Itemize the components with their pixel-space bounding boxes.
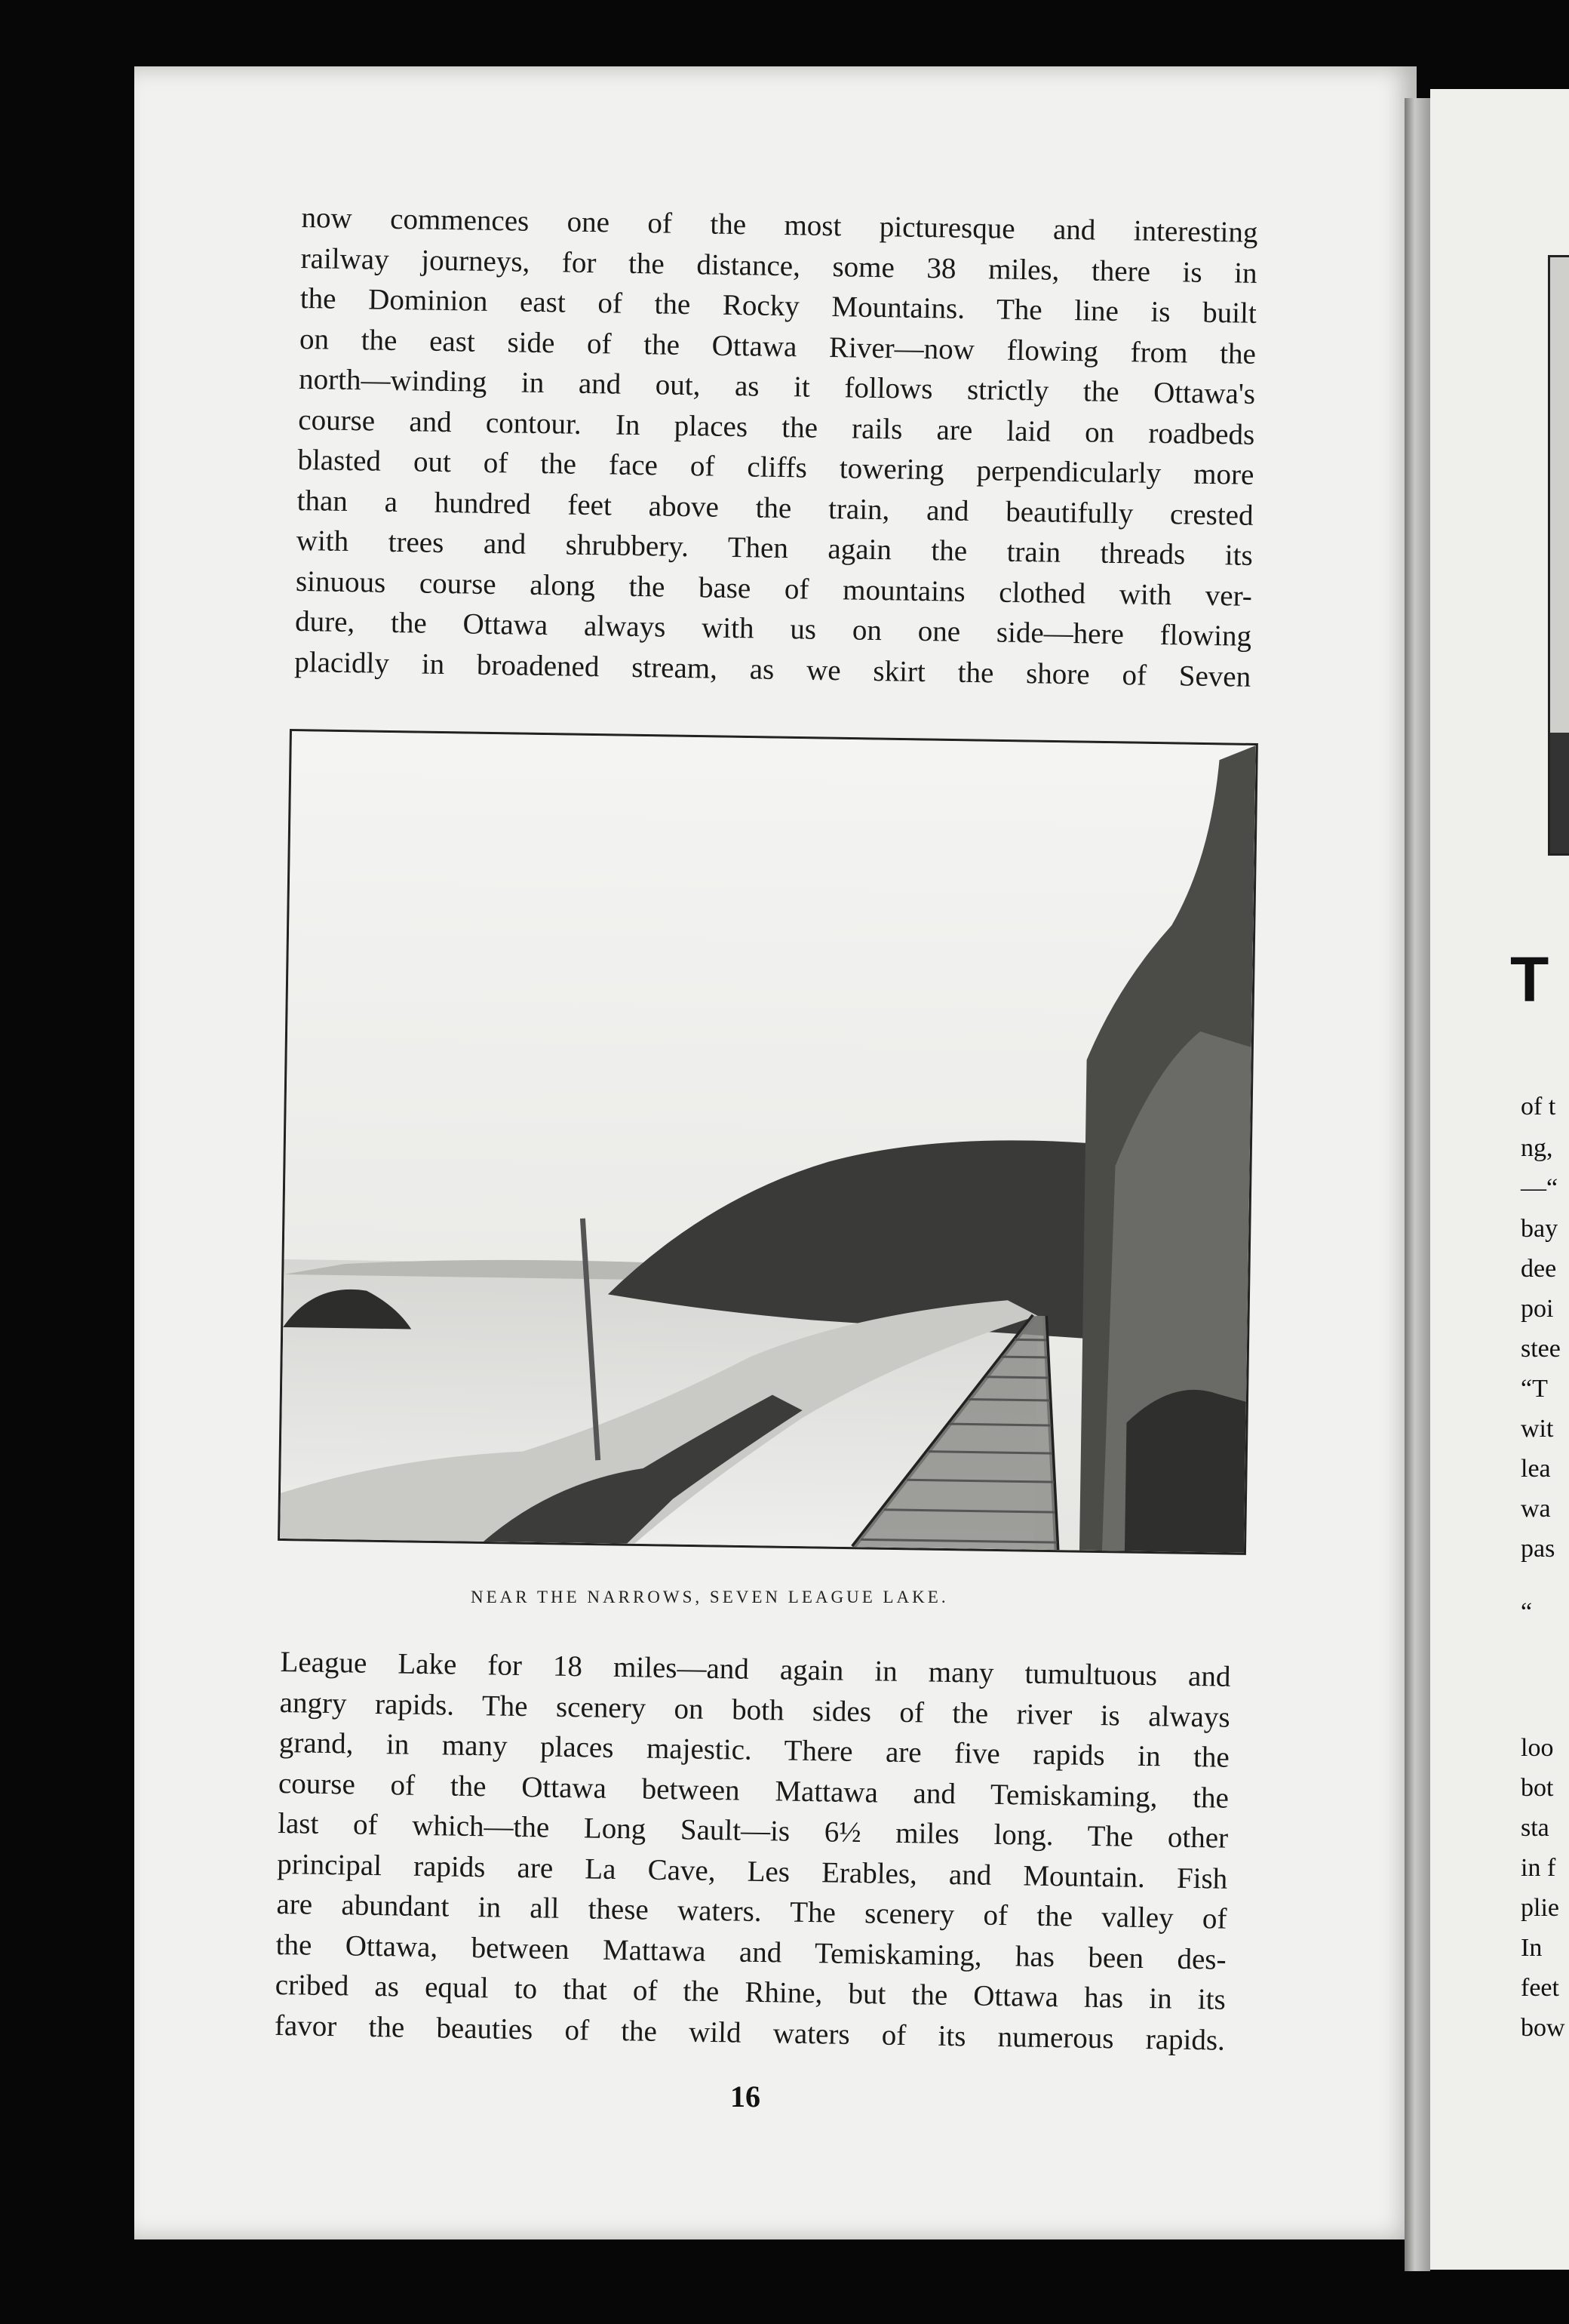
text-line: League Lake for 18 miles—and again in many tumultuous and: [280, 1645, 1231, 1693]
right-page-text-fragment: wit: [1521, 1415, 1554, 1443]
right-page-text-fragment: loo: [1521, 1734, 1554, 1762]
right-page-text-fragment: of t: [1521, 1093, 1556, 1120]
right-page-text-fragment: sta: [1521, 1814, 1549, 1842]
text-line: course and contour. In places the rails are laid on roadbeds: [298, 403, 1255, 451]
right-page-text-fragment: —“: [1521, 1174, 1558, 1202]
text-line: cribed as equal to that of the Rhine, but the Ottawa has in its: [275, 1968, 1227, 2016]
text-line: on the east side of the Ottawa River—now flowing from the: [299, 322, 1257, 370]
text-line: placidly in broadened stream, as we skirt the shore of Seven: [294, 645, 1251, 693]
text-line: railway journeys, for the distance, some 38 miles, there is in: [300, 241, 1257, 290]
text-line: the Ottawa, between Mattawa and Temiskaming, has been des-: [275, 1928, 1227, 1976]
text-line: now commences one of the most picturesque and interesting: [301, 201, 1258, 249]
page-number: 16: [730, 2080, 760, 2113]
right-page-heading-fragment: T: [1510, 944, 1549, 1015]
text-line: angry rapids. The scenery on both sides of the river is always: [279, 1686, 1230, 1734]
right-page-text-fragment: stee: [1521, 1335, 1561, 1363]
right-page-text-fragment: bow: [1521, 2014, 1565, 2042]
paragraph-2: [275, 1642, 1231, 2061]
right-page-text-fragment: bay: [1521, 1215, 1558, 1243]
book-spine: [1405, 98, 1430, 2271]
text-line: north—winding in and out, as it follows strictly the Ottawa's: [298, 362, 1256, 410]
railway-lake-photo: [280, 731, 1256, 1553]
text-line: are abundant in all these waters. The scenery of the valley of: [276, 1887, 1227, 1935]
right-page-text-fragment: plie: [1521, 1894, 1559, 1922]
text-line: last of which—the Long Sault—is 6½ miles long. The other: [277, 1806, 1229, 1855]
right-page-text-fragment: dee: [1521, 1255, 1557, 1283]
text-line: favor the beauties of the wild waters of its numerous rapids.: [274, 2009, 1226, 2057]
text-line: blasted out of the face of cliffs towering perpendicularly more: [297, 443, 1254, 491]
photo-caption: NEAR THE NARROWS, SEVEN LEAGUE LAKE.: [471, 1588, 949, 1606]
text-line: dure, the Ottawa always with us on one side—here flowing: [294, 604, 1252, 653]
right-page-text-fragment: feet: [1521, 1974, 1559, 2002]
text-line: course of the Ottawa between Mattawa and Temiskaming, the: [278, 1766, 1230, 1815]
right-page-text-fragment: “: [1521, 1598, 1533, 1626]
text-line: than a hundred feet above the train, and beautifully crested: [296, 484, 1254, 532]
right-page-text-fragment: lea: [1521, 1455, 1551, 1483]
right-page-text-fragment: In: [1521, 1934, 1543, 1962]
right-page-text-fragment: in f: [1521, 1854, 1556, 1882]
text-line: the Dominion east of the Rocky Mountains. The line is built: [299, 281, 1257, 330]
text-line: grand, in many places majestic. There are five rapids in the: [278, 1726, 1230, 1774]
right-page-text-fragment: “T: [1521, 1375, 1548, 1403]
text-line: principal rapids are La Cave, Les Erables, and Mountain. Fish: [277, 1847, 1228, 1895]
text-line: sinuous course along the base of mountains clothed with ver-: [295, 564, 1253, 613]
right-page-text-fragment: pas: [1521, 1535, 1555, 1563]
text-line: with trees and shrubbery. Then again the train threads its: [296, 524, 1254, 572]
right-page-text-fragment: ng,: [1521, 1134, 1553, 1162]
paragraph-1: [294, 198, 1258, 697]
photograph-narrows-seven-league-lake: [278, 729, 1258, 1555]
right-page-text-fragment: poi: [1521, 1295, 1554, 1323]
right-page-text-fragment: wa: [1521, 1495, 1551, 1523]
right-page-photo: [1548, 255, 1569, 856]
right-page-text-fragment: bot: [1521, 1774, 1554, 1802]
